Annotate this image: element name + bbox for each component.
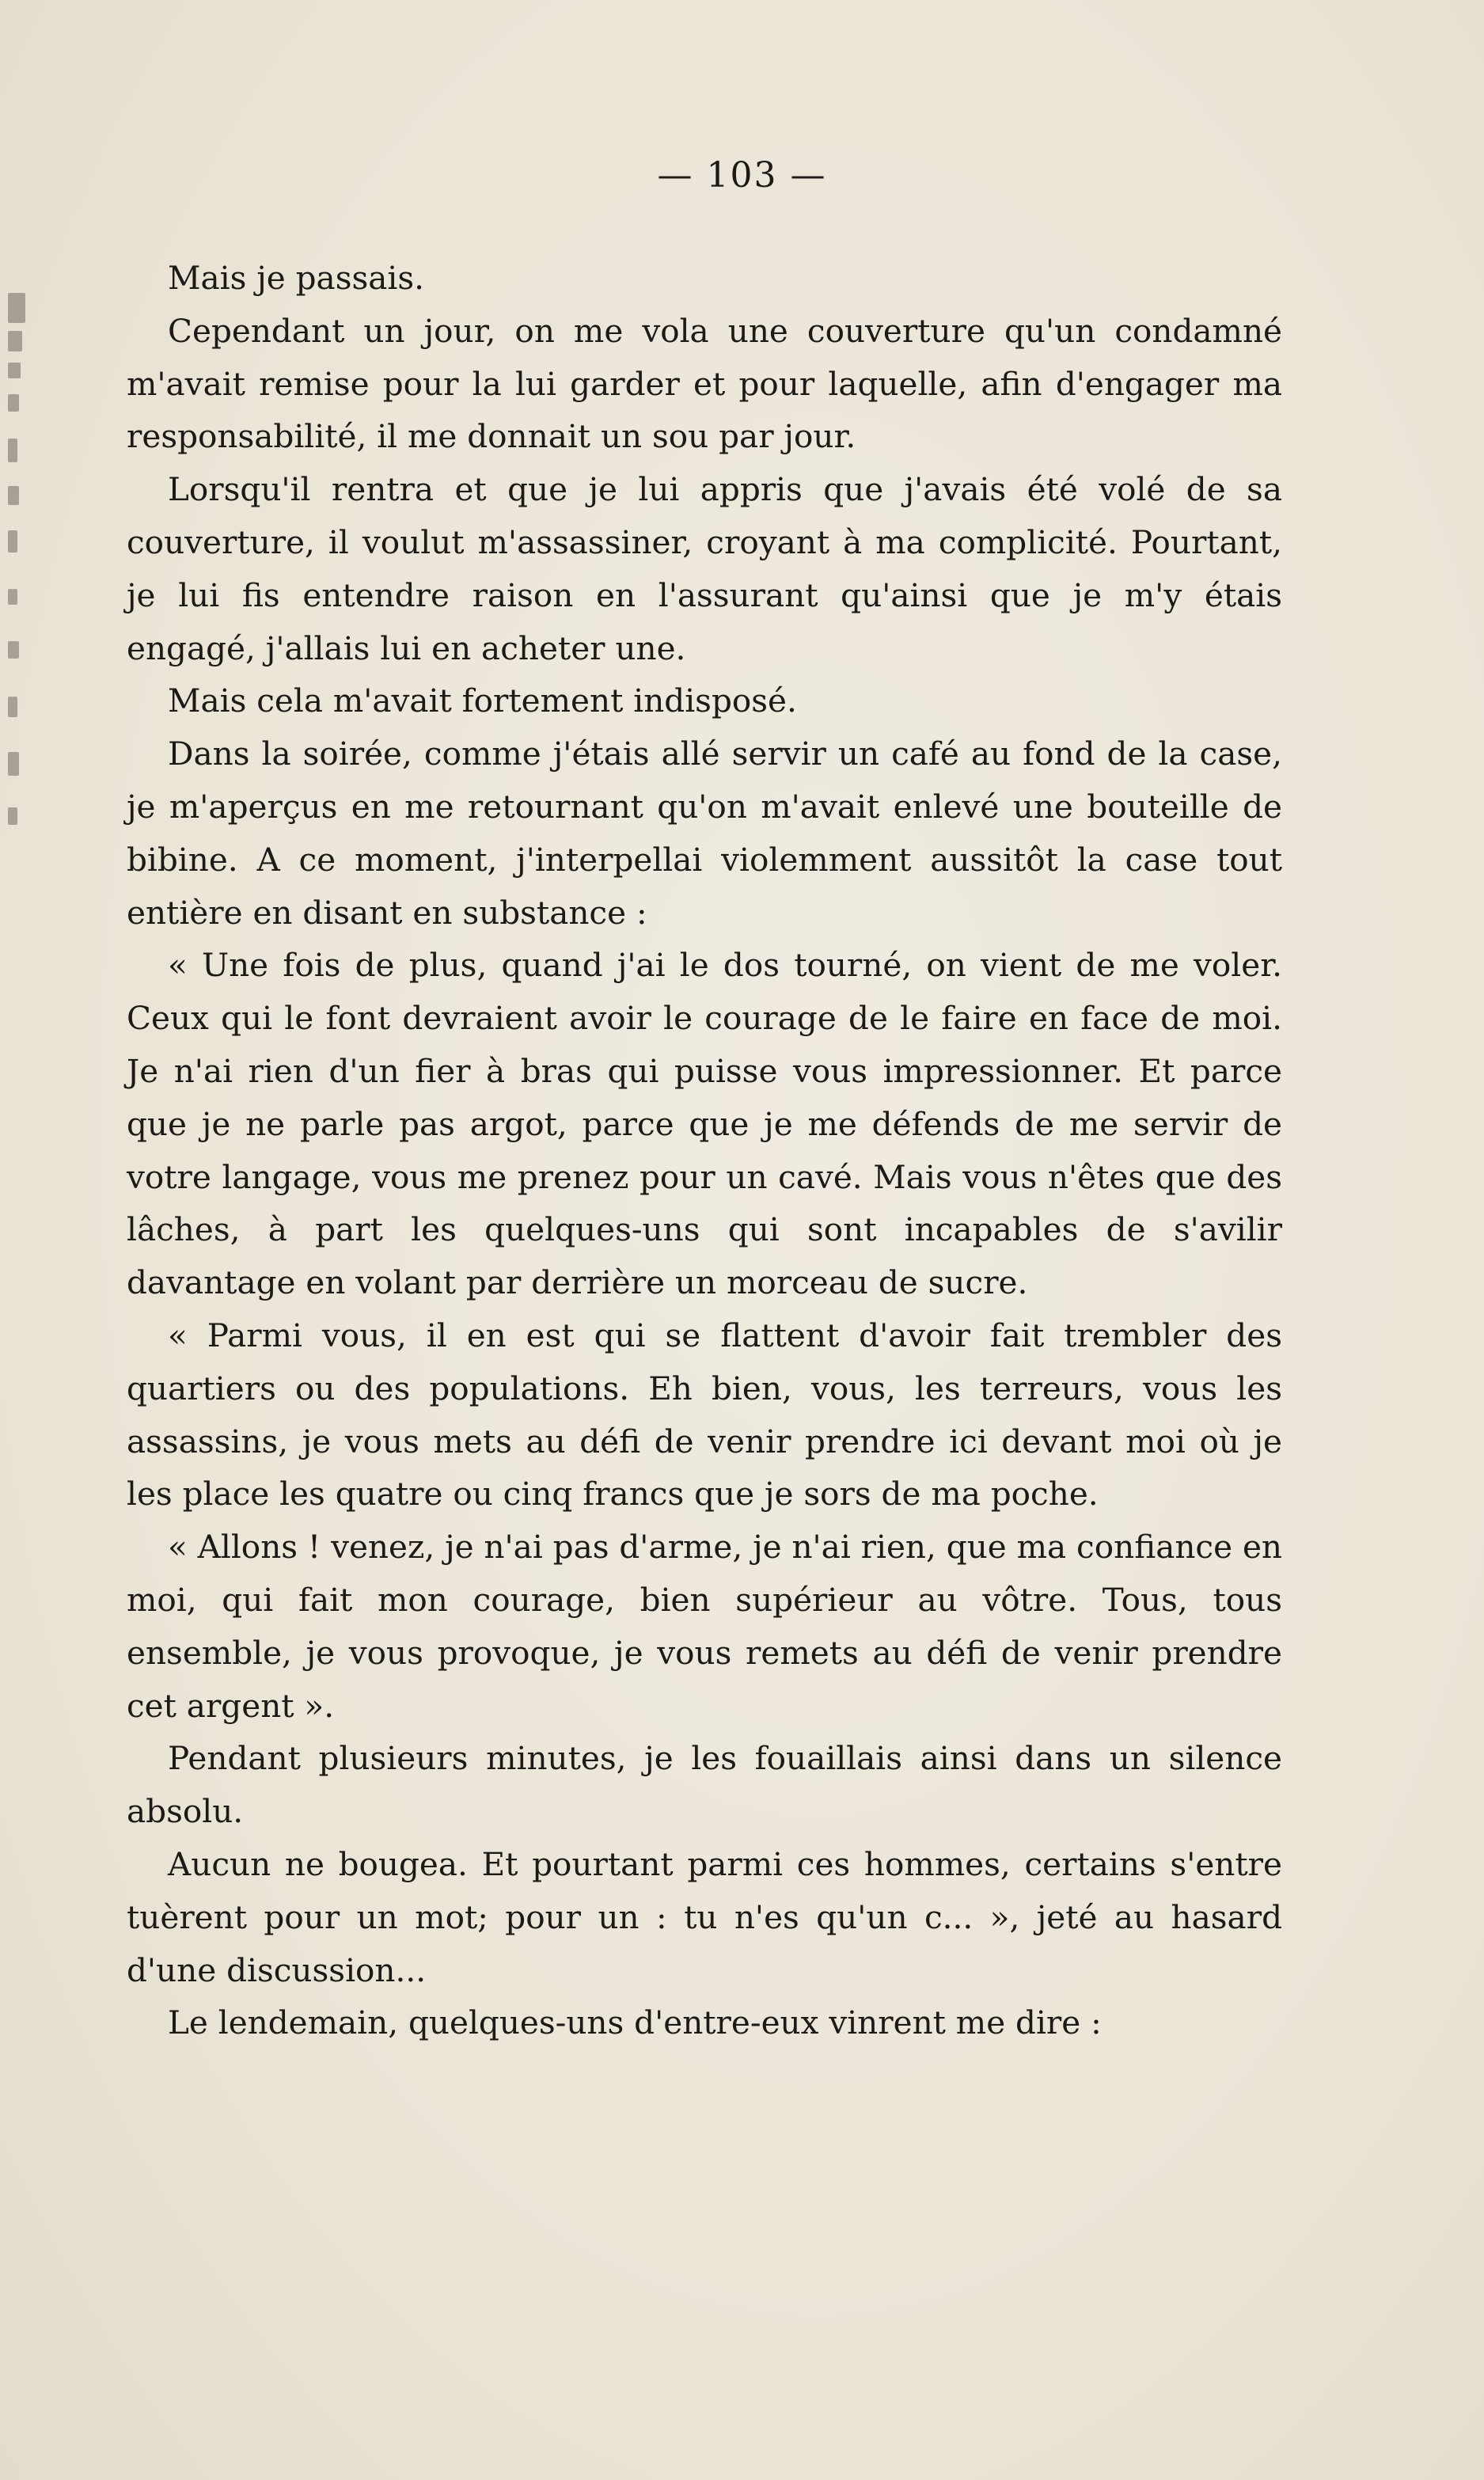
bleed-through-margin (0, 269, 63, 871)
paragraph: « Allons ! venez, je n'ai pas d'arme, je n'ai rien, que ma confiance en moi, qui fait mon courage, bien supérieur au vôtre. Tous, tous ensemble, je vous provoque, je vous remets au défi de venir prendre cet argent ». (127, 1528, 1283, 1725)
paragraph: Le lendemain, quelques-uns d'entre-eux vinrent me dire : (168, 2003, 1102, 2042)
paragraph: « Parmi vous, il en est qui se flattent d'avoir fait trembler des quartiers ou des populations. Eh bien, vous, les terreurs, vous les assassins, je vous mets au défi de venir prendre ici devant moi où je les place les quatre ou cinq francs que je sors de ma poche. (127, 1316, 1282, 1513)
paragraph: Mais je passais. (168, 259, 425, 297)
paragraph: Lorsqu'il rentra et que je lui appris que j'avais été volé de sa couverture, il voulut m'assassiner, croyant à ma complicité. Pourtant, je lui fis entendre raison en l'assurant qu'ainsi que je m'y étais engagé, j'allais lui en acheter une. (127, 470, 1282, 667)
paragraph: Aucun ne bougea. Et pourtant parmi ces hommes, certains s'entre tuèrent pour un mot; pour un : tu n'es qu'un c... », jeté au hasard d'une discussion... (127, 1844, 1282, 1989)
paragraph: Cependant un jour, on me vola une couverture qu'un condamné m'avait remise pour la lui garder et pour laquelle, afin d'engager ma responsabilité, il me donnait un sou par jour. (127, 311, 1282, 456)
page-number: — 103 — (657, 155, 827, 196)
paragraph: « Une fois de plus, quand j'ai le dos tourné, on vient de me voler. Ceux qui le font devraient avoir le courage de le faire en face de moi. Je n'ai rien d'un fier à bras qui puisse vous impressionner. Et parce que je ne parle pas argot, parce que je me défends de me servir de votre langage, vous me prenez pour un cavé. Mais vous n'êtes que des lâches, à part les quelques-uns qui sont incapables de s'avilir davantage en volant par derrière un morceau de sucre. (127, 946, 1282, 1302)
paragraph: Mais cela m'avait fortement indisposé. (168, 682, 797, 720)
paragraph: Dans la soirée, comme j'étais allé servir un café au fond de la case, je m'aperçus en me retournant qu'on m'avait enlevé une bouteille de bibine. A ce moment, j'interpellai violemment aussitôt la case tout entière en disant en substance : (127, 735, 1282, 932)
body-text (127, 252, 1282, 2049)
paragraph: Pendant plusieurs minutes, je les fouaillais ainsi dans un silence absolu. (127, 1739, 1282, 1831)
